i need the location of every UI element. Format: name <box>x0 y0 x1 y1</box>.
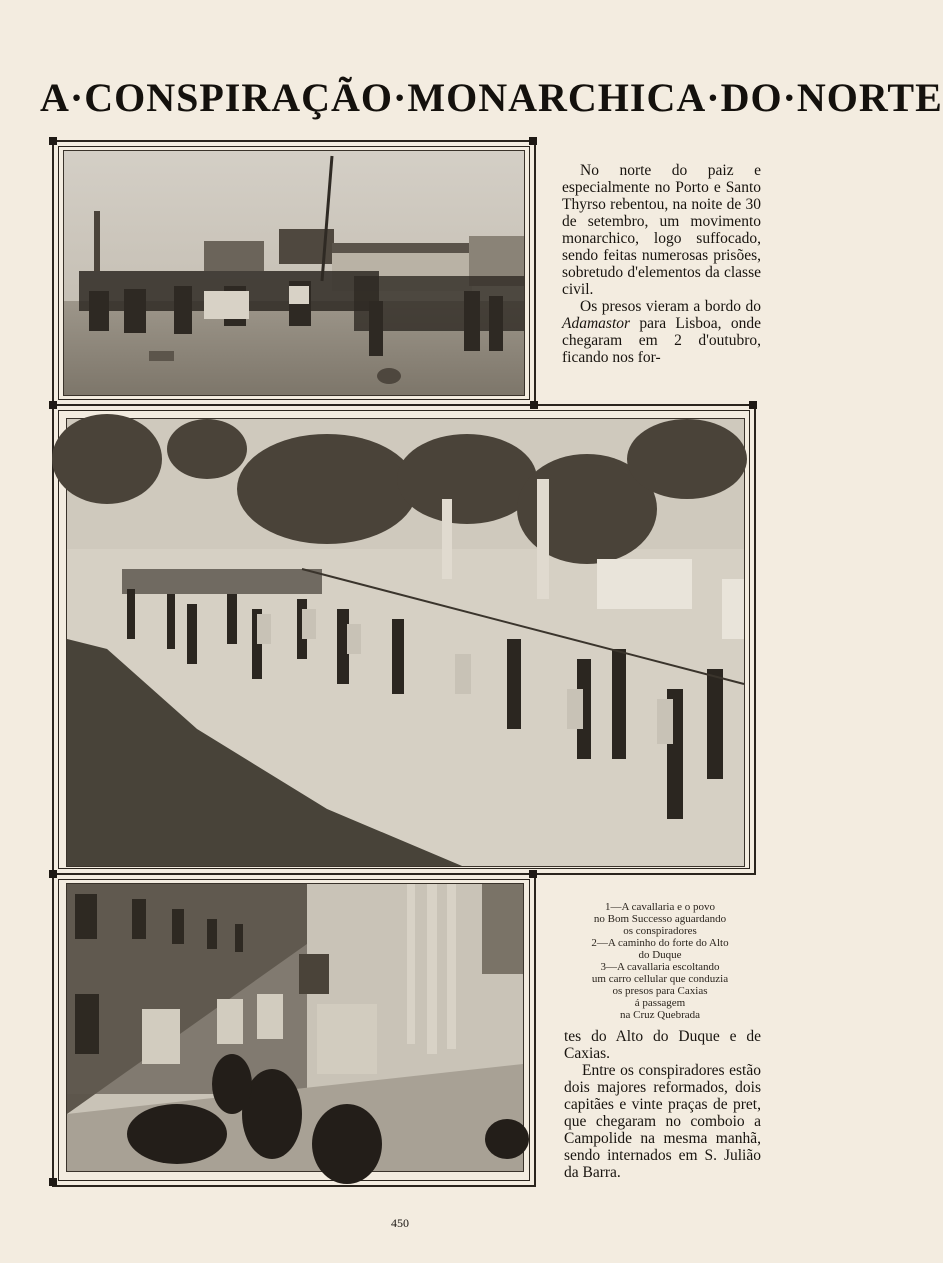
article-paragraph-3: tes do Alto do Duque e de Caxias. <box>564 1028 761 1062</box>
caption-line: na Cruz Quebrada <box>619 1009 701 1021</box>
caption-line: do Duque <box>638 949 682 961</box>
caption-line: 2—A caminho do forte do Alto <box>591 937 729 949</box>
article-paragraph-1: No norte do paiz e especialmente no Porto e Santo Thyrso rebentou, na noite de 30 de setembro, um movimento monarchico, logo suffocado, sendo feitas numerosas prisões, sobretudo d'elementos da classe civil. <box>562 162 761 298</box>
caption-line: 3—A cavallaria escoltando <box>600 961 720 973</box>
article-continuation <box>564 1028 761 1181</box>
photo-cavalry-crowd <box>63 150 525 396</box>
photo-cavalry-escort <box>66 883 524 1172</box>
page-number: 450 <box>391 1216 409 1230</box>
caption-line: 1—A cavallaria e o povo <box>605 901 715 913</box>
article-paragraph-4: Entre os conspiradores estão dois majores reformados, dois capitães e vinte praças de pret, que chegaram no comboio a Campolide na mesma manhã, sendo internados em S. Julião da Barra. <box>564 1062 761 1181</box>
caption-line: os conspiradores <box>623 925 697 937</box>
article-intro <box>562 162 761 366</box>
caption-line: no Bom Successo aguardando <box>593 913 727 925</box>
caption-line: os presos para Caxias <box>612 985 708 997</box>
article-paragraph-2: Os presos vieram a bordo do Adamastor para Lisboa, onde chegaram em 2 d'outubro, ficando nos for- <box>562 298 761 366</box>
ship-name: Adamastor <box>562 315 631 332</box>
page-title: A·CONSPIRAÇÃO·MONARCHICA·DO·NORTE <box>40 75 943 120</box>
caption-line: á passagem <box>634 997 686 1009</box>
caption-line: um carro cellular que conduzia <box>591 973 729 985</box>
photo-prisoners-march <box>66 418 745 867</box>
photo-captions <box>560 901 760 1021</box>
